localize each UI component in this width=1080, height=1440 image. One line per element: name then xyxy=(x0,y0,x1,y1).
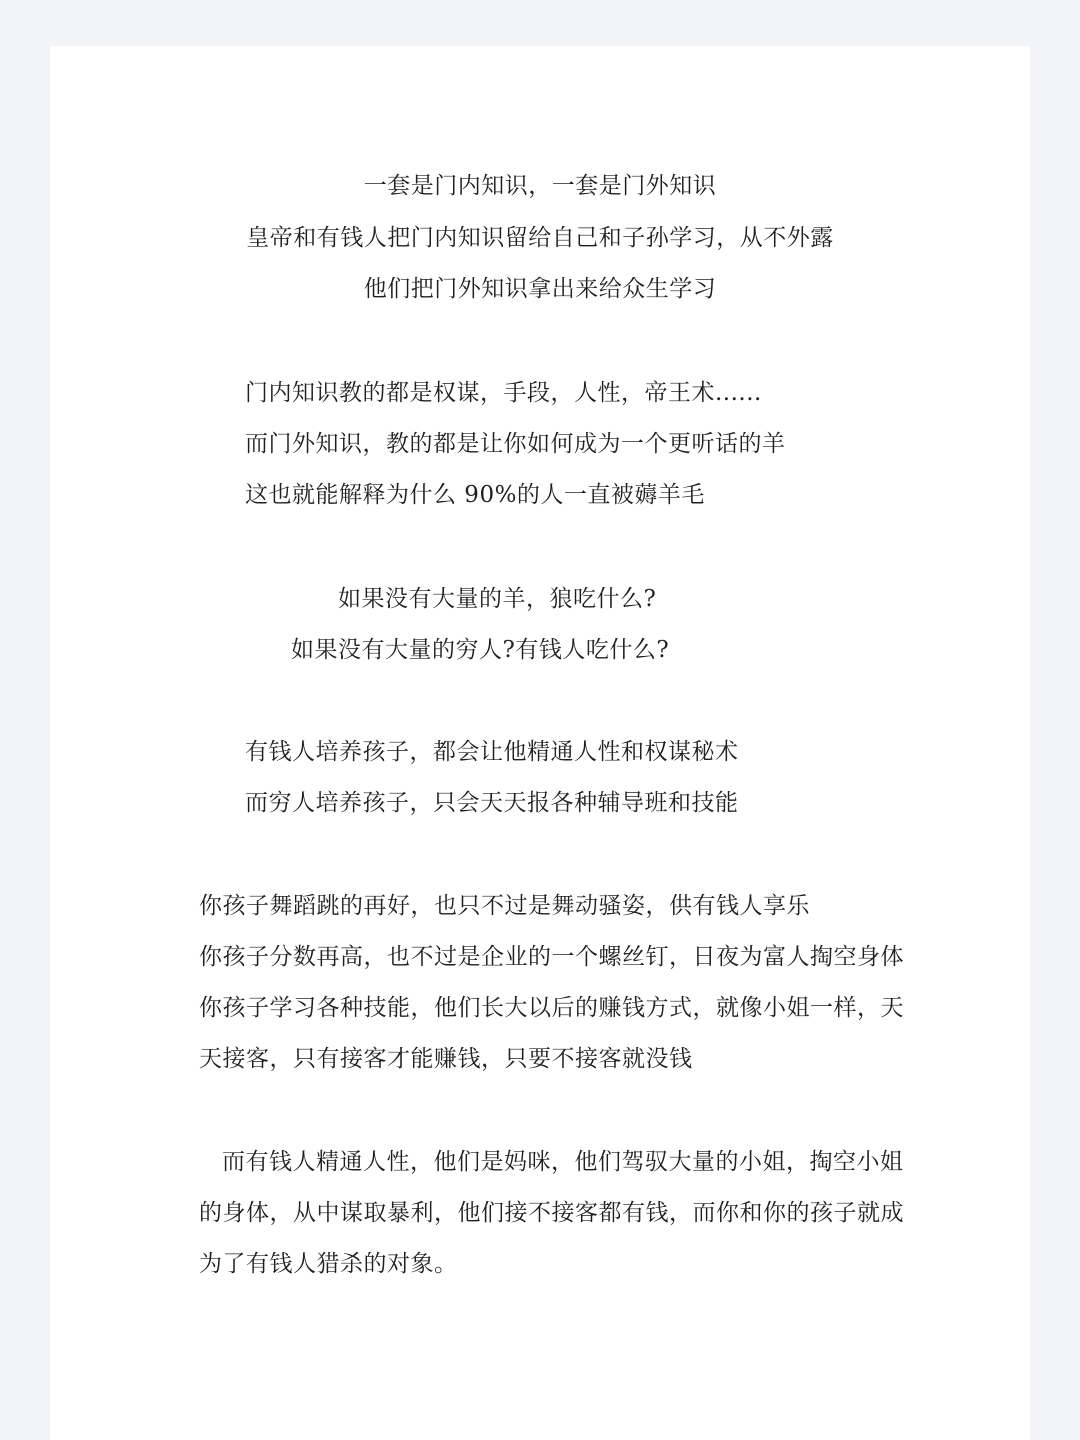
paragraph-line: 如果没有大量的羊，狼吃什么? xyxy=(338,586,657,612)
paragraph-line: 有钱人培养孩子，都会让他精通人性和权谋秘术 xyxy=(245,739,739,765)
paragraph-line: 为了有钱人猎杀的对象。 xyxy=(199,1251,458,1277)
paragraph-line: 门内知识教的都是权谋，手段，人性，帝王术...... xyxy=(245,380,762,406)
paragraph-line: 的身体，从中谋取暴利，他们接不接客都有钱，而你和你的孩子就成 xyxy=(199,1200,904,1226)
paragraph-line: 如果没有大量的穷人?有钱人吃什么? xyxy=(291,637,670,663)
paragraph-line: 你孩子分数再高，也不过是企业的一个螺丝钉，日夜为富人掏空身体 xyxy=(199,944,904,970)
paragraph-line: 一套是门内知识，一套是门外知识 xyxy=(363,173,717,199)
paragraph-line: 而穷人培养孩子，只会天天报各种辅导班和技能 xyxy=(245,790,739,816)
document-page xyxy=(50,46,1030,1440)
paragraph-line: 而门外知识，教的都是让你如何成为一个更听话的羊 xyxy=(245,431,786,457)
paragraph-line: 而有钱人精通人性，他们是妈咪，他们驾驭大量的小姐，掏空小姐 xyxy=(222,1149,904,1175)
paragraph-line: 你孩子舞蹈跳的再好，也只不过是舞动骚姿，供有钱人享乐 xyxy=(199,893,810,919)
paragraph-line: 你孩子学习各种技能，他们长大以后的赚钱方式，就像小姐一样，天 xyxy=(199,995,904,1021)
paragraph-line: 他们把门外知识拿出来给众生学习 xyxy=(363,276,717,302)
paragraph-line: 这也就能解释为什么 90%的人一直被薅羊毛 xyxy=(245,482,705,508)
paragraph-line: 皇帝和有钱人把门内知识留给自己和子孙学习，从不外露 xyxy=(246,225,834,251)
paragraph-line: 天接客，只有接客才能赚钱，只要不接客就没钱 xyxy=(199,1046,693,1072)
